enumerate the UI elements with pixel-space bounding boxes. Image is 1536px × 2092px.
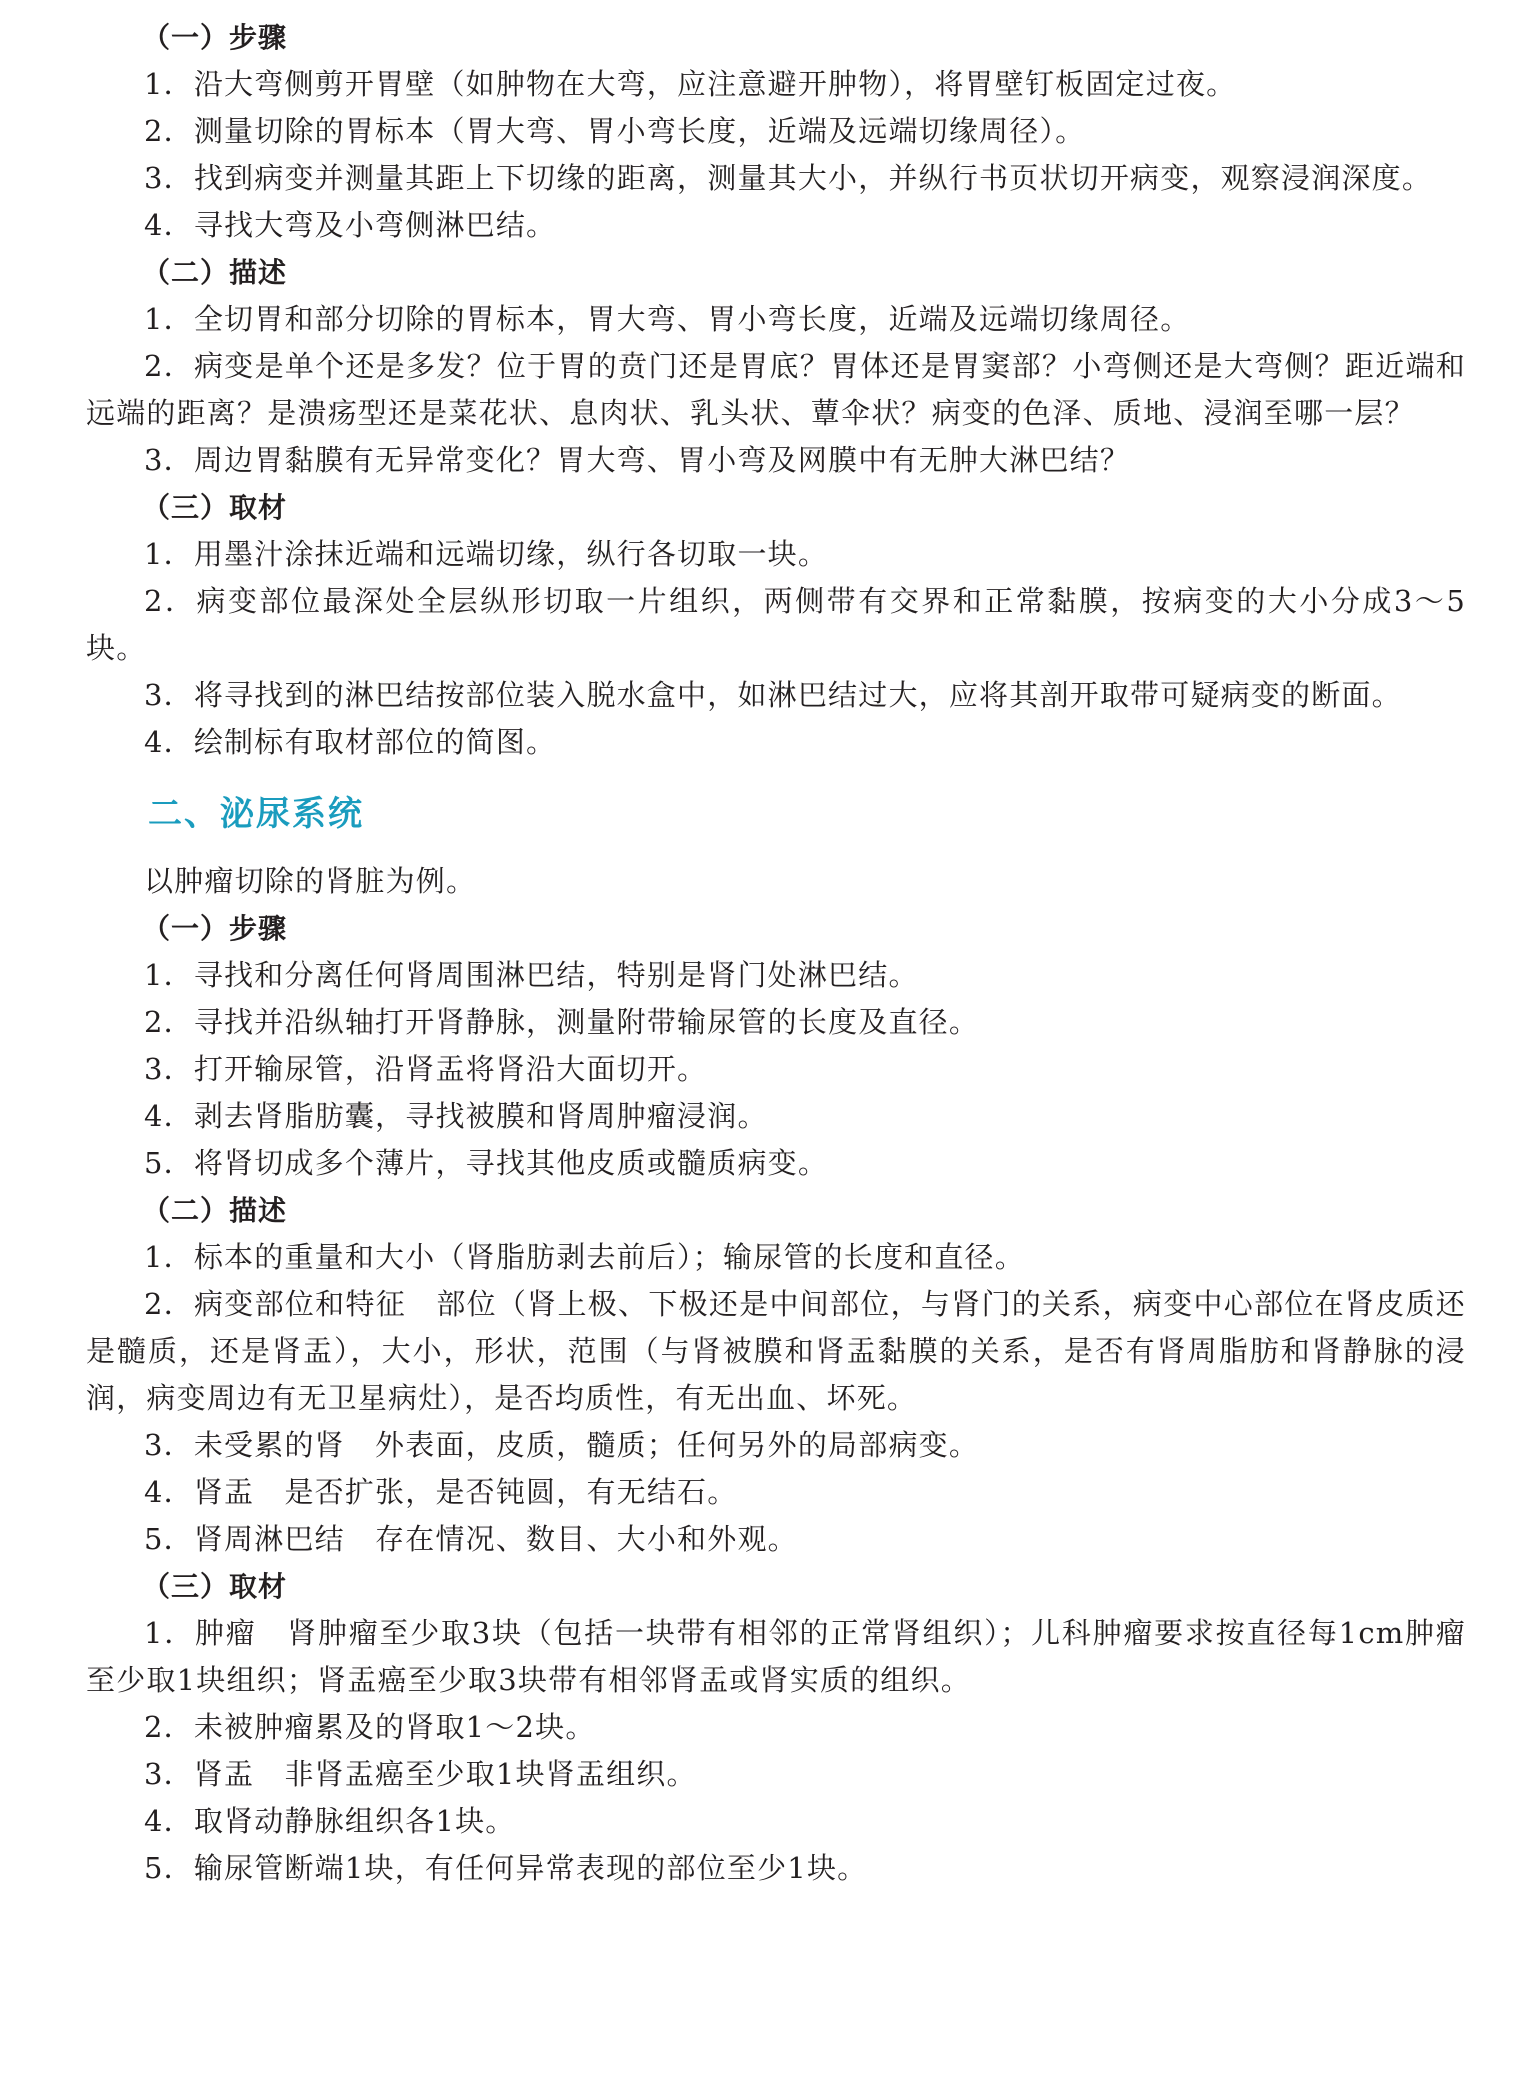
paragraph: 1．肿瘤 肾肿瘤至少取3块（包括一块带有相邻的正常肾组织）；儿科肿瘤要求按直径每1cm肿瘤至少取1块组织；肾盂癌至少取3块带有相邻肾盂或肾实质的组织。: [86, 1616, 1466, 1697]
paragraph: 2．未被肿瘤累及的肾取1～2块。: [144, 1710, 596, 1744]
paragraph: 2．病变是单个还是多发？位于胃的贲门还是胃底？胃体还是胃窦部？小弯侧还是大弯侧？距近端和远端的距离？是溃疡型还是菜花状、息肉状、乳头状、蕈伞状？病变的色泽、质地、浸润至哪一层？: [86, 349, 1466, 430]
paragraph: 5．肾周淋巴结 存在情况、数目、大小和外观。: [144, 1522, 798, 1556]
paragraph: 3．肾盂 非肾盂癌至少取1块肾盂组织。: [144, 1757, 697, 1791]
paragraph: 3．未受累的肾 外表面，皮质，髓质；任何另外的局部病变。: [144, 1428, 980, 1462]
intro-paragraph: 以肿瘤切除的肾脏为例。: [144, 864, 477, 898]
paragraph: 4．剥去肾脂肪囊，寻找被膜和肾周肿瘤浸润。: [144, 1099, 768, 1133]
paragraph: 1．沿大弯侧剪开胃壁（如肿物在大弯，应注意避开肿物），将胃壁钉板固定过夜。: [144, 67, 1237, 101]
section-title: 二、泌尿系统: [148, 794, 364, 834]
paragraph: 2．寻找并沿纵轴打开肾静脉，测量附带输尿管的长度及直径。: [144, 1005, 980, 1039]
paragraph: 4．肾盂 是否扩张，是否钝圆，有无结石。: [144, 1475, 738, 1509]
steps-heading: （一）步骤: [142, 21, 288, 54]
description-heading: （二）描述: [142, 256, 288, 289]
description-heading: （二）描述: [142, 1194, 288, 1227]
paragraph: 1．全切胃和部分切除的胃标本，胃大弯、胃小弯长度，近端及远端切缘周径。: [144, 302, 1191, 336]
paragraph: 2．病变部位最深处全层纵形切取一片组织，两侧带有交界和正常黏膜，按病变的大小分成3～5块。: [86, 584, 1466, 665]
paragraph: 3．打开输尿管，沿肾盂将肾沿大面切开。: [144, 1052, 708, 1086]
steps-heading: （一）步骤: [142, 912, 288, 945]
sampling-heading: （三）取材: [142, 1570, 288, 1603]
paragraph: 2．病变部位和特征 部位（肾上极、下极还是中间部位，与肾门的关系，病变中心部位在肾皮质还是髓质，还是肾盂），大小，形状，范围（与肾被膜和肾盂黏膜的关系，是否有肾周脂肪和肾静脉的浸润，病变周边有无卫星病灶），是否均质性，有无出血、坏死。: [86, 1287, 1466, 1415]
paragraph: 4．寻找大弯及小弯侧淋巴结。: [144, 208, 557, 242]
paragraph: 1．标本的重量和大小（肾脂肪剥去前后）；输尿管的长度和直径。: [144, 1240, 1025, 1274]
paragraph: 1．用墨汁涂抹近端和远端切缘，纵行各切取一块。: [144, 537, 829, 571]
paragraph: 3．将寻找到的淋巴结按部位装入脱水盒中，如淋巴结过大，应将其剖开取带可疑病变的断面。: [144, 678, 1402, 712]
paragraph: 3．找到病变并测量其距上下切缘的距离，测量其大小，并纵行书页状切开病变，观察浸润深度。: [144, 161, 1433, 195]
paragraph: 5．输尿管断端1块，有任何异常表现的部位至少1块。: [144, 1851, 868, 1885]
paragraph: 2．测量切除的胃标本（胃大弯、胃小弯长度，近端及远端切缘周径）。: [144, 114, 1086, 148]
paragraph: 3．周边胃黏膜有无异常变化？胃大弯、胃小弯及网膜中有无肿大淋巴结？: [144, 443, 1131, 477]
paragraph: 5．将肾切成多个薄片，寻找其他皮质或髓质病变。: [144, 1146, 829, 1180]
paragraph: 4．绘制标有取材部位的简图。: [144, 725, 557, 759]
paragraph: 4．取肾动静脉组织各1块。: [144, 1804, 516, 1838]
sampling-heading: （三）取材: [142, 491, 288, 524]
paragraph: 1．寻找和分离任何肾周围淋巴结，特别是肾门处淋巴结。: [144, 958, 919, 992]
